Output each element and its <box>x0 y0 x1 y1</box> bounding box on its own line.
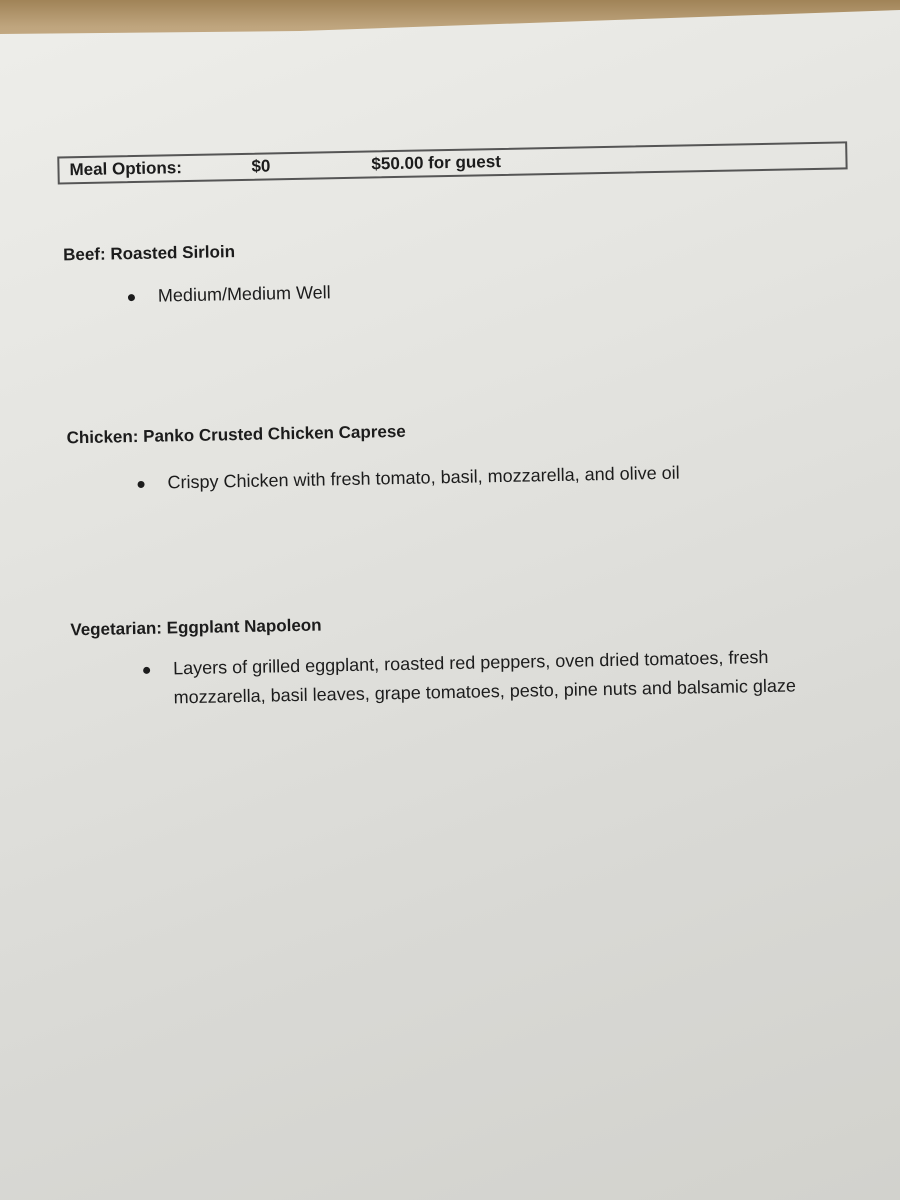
bullet-dot-icon <box>128 294 135 301</box>
beef-bullet <box>158 278 331 310</box>
chicken-bullet <box>167 459 680 498</box>
meal-options-box <box>57 141 847 184</box>
chicken-bullet-text: Crispy Chicken with fresh tomato, basil, mozzarella, and olive oil <box>167 462 680 493</box>
beef-heading: Beef: Roasted Sirloin <box>62 242 236 265</box>
meal-options-price: $0 <box>251 156 271 176</box>
vegetarian-heading: Vegetarian: Eggplant Napoleon <box>70 615 322 640</box>
vegetarian-bullet-text-line-2: mozzarella, basil leaves, grape tomatoes, pesto, pine nuts and balsamic glaze <box>173 675 797 708</box>
chicken-heading: Chicken: Panko Crusted Chicken Caprese <box>66 421 406 448</box>
beef-bullet-text: Medium/Medium Well <box>157 282 331 306</box>
meal-options-label: Meal Options: <box>69 158 183 180</box>
bullet-dot-icon <box>143 667 150 674</box>
bullet-dot-icon <box>137 481 144 488</box>
vegetarian-bullet-text-line-1: Layers of grilled eggplant, roasted red peppers, oven dried tomatoes, fresh <box>172 646 769 679</box>
meal-options-guest-price: $50.00 for guest <box>371 151 502 174</box>
vegetarian-bullet <box>173 642 796 712</box>
